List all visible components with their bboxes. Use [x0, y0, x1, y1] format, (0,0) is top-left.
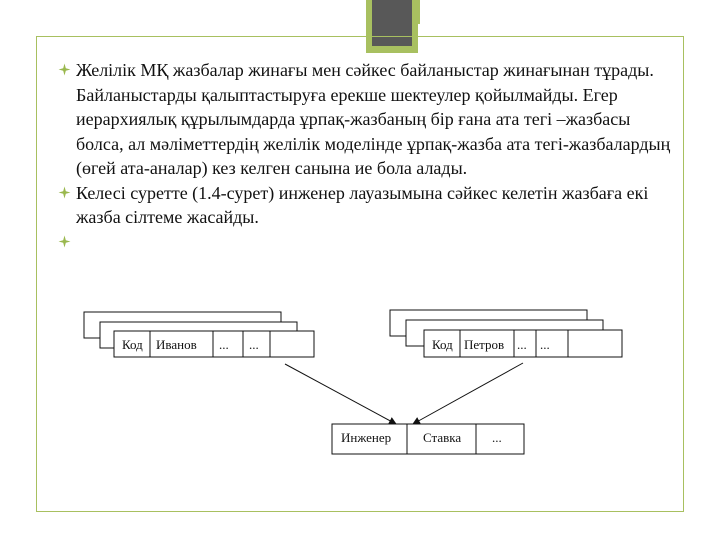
left-record-field-1: Код [122, 337, 143, 352]
engineer-record [332, 424, 524, 454]
right-record-field-2: Петров [464, 337, 505, 352]
engineer-record-field-1: Инженер [341, 430, 392, 445]
right-record-field-3: ... [517, 337, 527, 352]
left-record-field-4: ... [249, 337, 259, 352]
bullet-text-1: Желілік МҚ жазбалар жинағы мен сәйкес байланыстар жинағынан тұрады. Байланыстарды қалыптастыруға ерекше шектеулер қойылмайды. Егер иерархиялық құрылымдарда ұрпақ-жазбаның бір ғана ата тегі –жазбасы болса, ал мәліметтердің желілік моделінде ұрпақ-жазба ата тегі-жазбалардың (өгей ата-аналар) кез келген санына ие бола алады. [76, 60, 671, 178]
reference-arrow-right [413, 363, 523, 424]
left-record-field-3: ... [219, 337, 229, 352]
reference-arrow-left [285, 364, 396, 424]
right-record-field-1: Код [432, 337, 453, 352]
left-record-field-2: Иванов [156, 337, 197, 352]
left-record-stack [84, 312, 314, 357]
right-record-stack [390, 310, 622, 357]
right-record-field-4: ... [540, 337, 550, 352]
engineer-record-field-2: Ставка [423, 430, 462, 445]
engineer-record-field-3: ... [492, 430, 502, 445]
bullet-text-2: Келесі суретте (1.4-сурет) инженер лауазымына сәйкес келетін жазбаға екі жазба сілтеме жасайды. [76, 182, 649, 227]
left-record [114, 331, 314, 357]
